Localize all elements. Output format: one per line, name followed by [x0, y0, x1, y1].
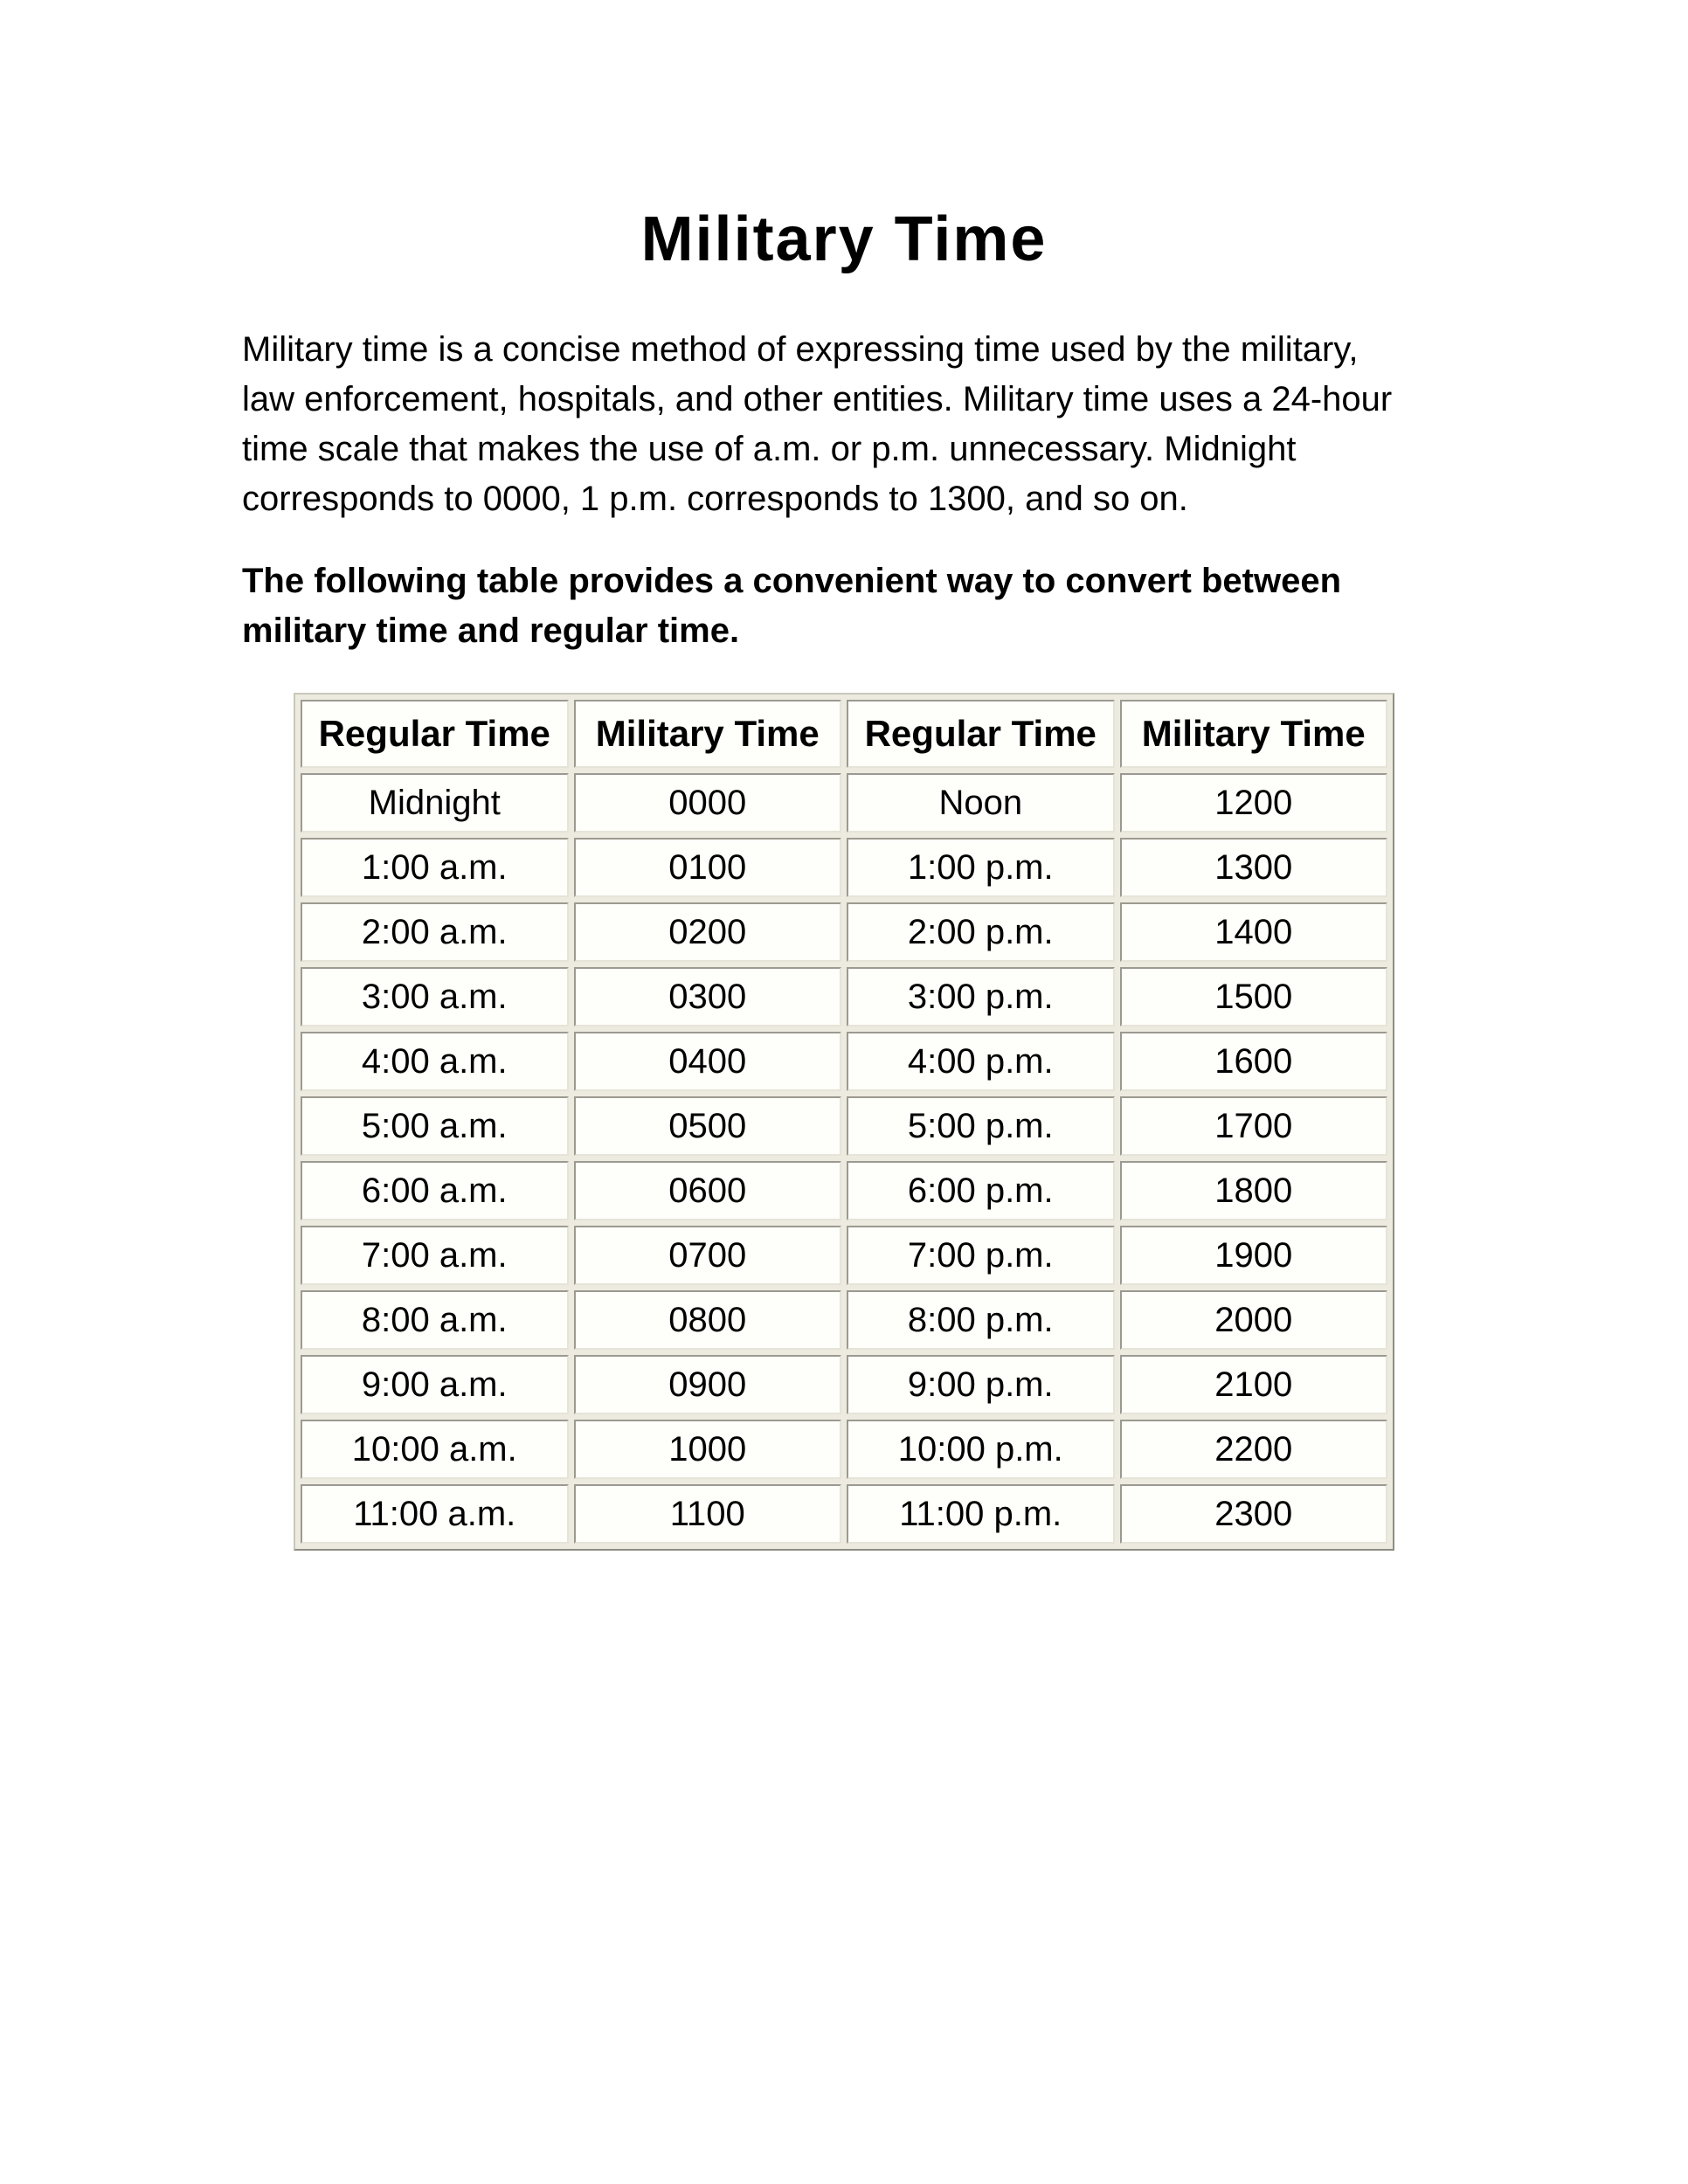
- table-cell: 0400: [574, 1032, 842, 1091]
- table-cell: 5:00 p.m.: [847, 1096, 1115, 1156]
- table-body: [301, 773, 1387, 1544]
- table-row: [301, 1290, 1387, 1350]
- table-row: [301, 1096, 1387, 1156]
- table-cell: 1300: [1120, 838, 1388, 897]
- table-cell: 0600: [574, 1161, 842, 1220]
- table-row: [301, 1420, 1387, 1479]
- intro-line: Military time is a concise method of expressing time used by the military,: [242, 330, 1359, 369]
- table-intro-paragraph: [242, 556, 1446, 656]
- table-cell: 5:00 a.m.: [301, 1096, 569, 1156]
- table-cell: 6:00 p.m.: [847, 1161, 1115, 1220]
- table-cell: 6:00 a.m.: [301, 1161, 569, 1220]
- table-cell: 1500: [1120, 967, 1388, 1026]
- table-cell: 3:00 p.m.: [847, 967, 1115, 1026]
- table-cell: 2300: [1120, 1484, 1388, 1544]
- table-cell: 2200: [1120, 1420, 1388, 1479]
- intro-line: law enforcement, hospitals, and other entities. Military time uses a 24-hour: [242, 380, 1393, 418]
- column-header-regular-time-2: Regular Time: [847, 700, 1115, 768]
- table-cell: 1:00 p.m.: [847, 838, 1115, 897]
- page-title: Military Time: [640, 204, 1048, 274]
- table-cell: 2100: [1120, 1355, 1388, 1414]
- table-cell: 7:00 p.m.: [847, 1226, 1115, 1285]
- table-cell: 11:00 a.m.: [301, 1484, 569, 1544]
- intro-line: corresponds to 0000, 1 p.m. corresponds to 1300, and so on.: [242, 480, 1188, 518]
- table-cell: 2:00 p.m.: [847, 902, 1115, 962]
- table-cell: 1000: [574, 1420, 842, 1479]
- table-cell: 11:00 p.m.: [847, 1484, 1115, 1544]
- table-cell: 0500: [574, 1096, 842, 1156]
- table-cell: 1200: [1120, 773, 1388, 833]
- table-cell: 8:00 a.m.: [301, 1290, 569, 1350]
- table-cell: 0000: [574, 773, 842, 833]
- table-cell: 8:00 p.m.: [847, 1290, 1115, 1350]
- table-intro-line: The following table provides a convenient way to convert between: [242, 562, 1342, 600]
- table-row: [301, 1161, 1387, 1220]
- table-row: [301, 1226, 1387, 1285]
- table-cell: 1400: [1120, 902, 1388, 962]
- table-row: [301, 967, 1387, 1026]
- table-cell: 2:00 a.m.: [301, 902, 569, 962]
- table-cell: 7:00 a.m.: [301, 1226, 569, 1285]
- table-cell: 0100: [574, 838, 842, 897]
- intro-line: time scale that makes the use of a.m. or p.m. unnecessary. Midnight: [242, 430, 1297, 468]
- table-row: [301, 1032, 1387, 1091]
- table-cell: 0300: [574, 967, 842, 1026]
- table-cell: 0900: [574, 1355, 842, 1414]
- table-header-row: [301, 700, 1387, 768]
- intro-paragraph: [242, 325, 1446, 524]
- table-head: [301, 700, 1387, 768]
- table-intro-line: military time and regular time.: [242, 612, 740, 650]
- conversion-table: [294, 693, 1394, 1551]
- table-row: [301, 902, 1387, 962]
- table-cell: 9:00 a.m.: [301, 1355, 569, 1414]
- table-cell: 2000: [1120, 1290, 1388, 1350]
- table-cell: 0200: [574, 902, 842, 962]
- table-cell: 10:00 p.m.: [847, 1420, 1115, 1479]
- table-cell: 1900: [1120, 1226, 1388, 1285]
- table-cell: 1:00 a.m.: [301, 838, 569, 897]
- table-cell: Noon: [847, 773, 1115, 833]
- table-cell: 0700: [574, 1226, 842, 1285]
- column-header-military-time-2: Military Time: [1120, 700, 1388, 768]
- table-cell: 10:00 a.m.: [301, 1420, 569, 1479]
- table-cell: 4:00 p.m.: [847, 1032, 1115, 1091]
- table-cell: 0800: [574, 1290, 842, 1350]
- table-row: [301, 773, 1387, 833]
- table-cell: 1100: [574, 1484, 842, 1544]
- table-cell: 1600: [1120, 1032, 1388, 1091]
- table-cell: 9:00 p.m.: [847, 1355, 1115, 1414]
- table-row: [301, 838, 1387, 897]
- table-cell: 1700: [1120, 1096, 1388, 1156]
- table-row: [301, 1355, 1387, 1414]
- table-cell: Midnight: [301, 773, 569, 833]
- column-header-military-time-1: Military Time: [574, 700, 842, 768]
- column-header-regular-time-1: Regular Time: [301, 700, 569, 768]
- table-row: [301, 1484, 1387, 1544]
- table-cell: 1800: [1120, 1161, 1388, 1220]
- table-cell: 4:00 a.m.: [301, 1032, 569, 1091]
- table-cell: 3:00 a.m.: [301, 967, 569, 1026]
